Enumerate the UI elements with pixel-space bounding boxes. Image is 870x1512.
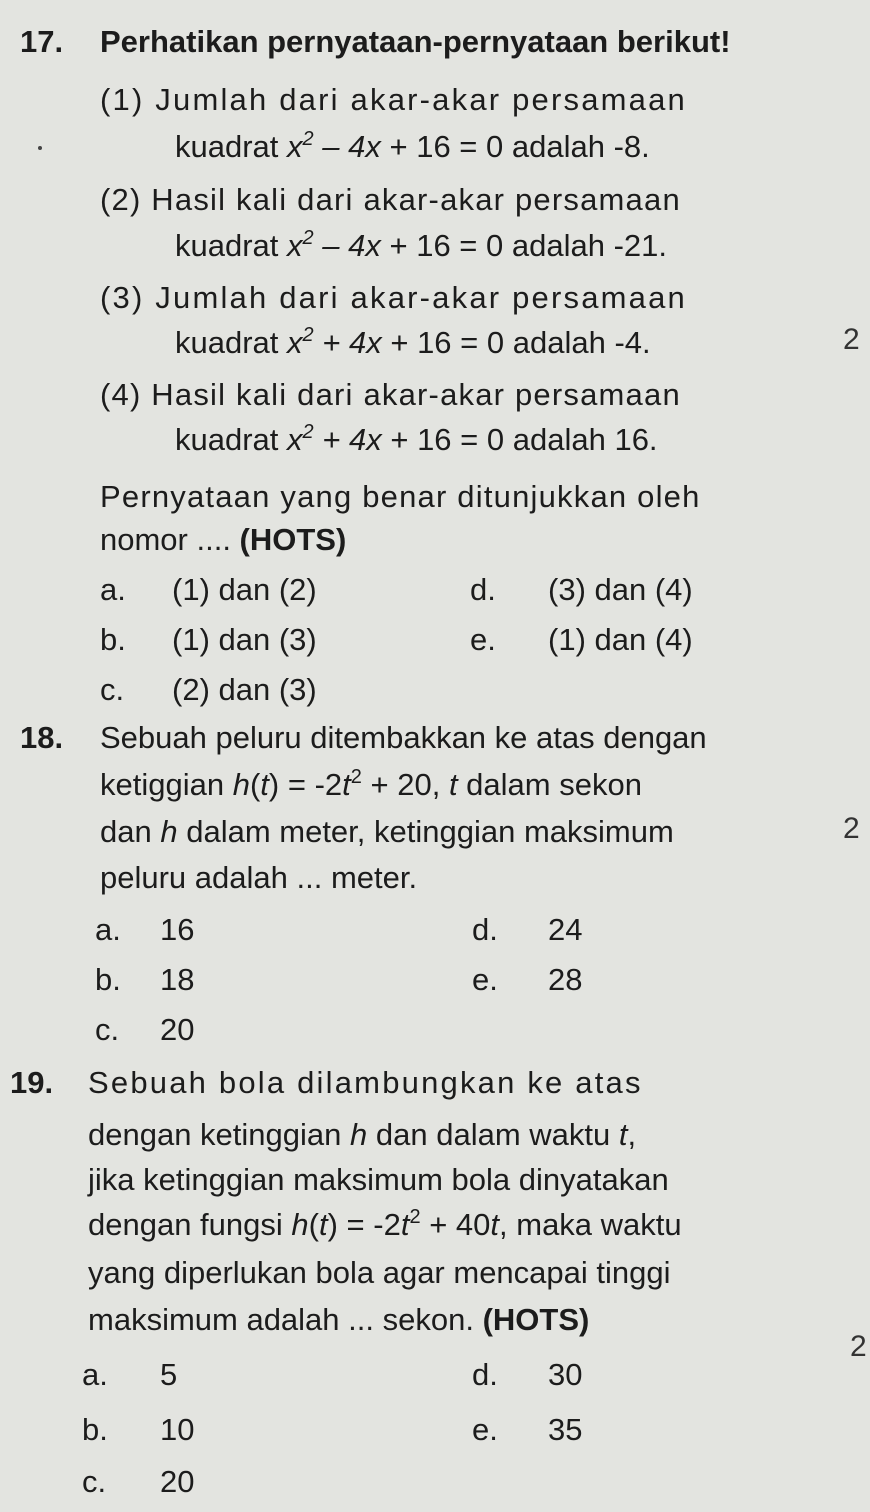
- question-17-number: 17.: [20, 24, 64, 59]
- equation-4: $x^2 + 4x + 16 = 0$: [287, 421, 505, 457]
- prompt-nomor: nomor ....: [100, 522, 240, 557]
- equation-2: $x^2 - 4x + 16 = 0$: [287, 227, 504, 263]
- statement-1-result: adalah -8.: [511, 129, 650, 164]
- q18-option-e-letter[interactable]: e.: [472, 962, 498, 997]
- q17-option-a-letter[interactable]: a.: [100, 572, 126, 607]
- q19-function: $h(t) = -2t^2 + 40t$: [291, 1206, 500, 1242]
- q19-line4-pre: dengan fungsi: [88, 1207, 292, 1242]
- question-19-line2: [88, 1115, 636, 1155]
- q19-option-b-letter[interactable]: b.: [82, 1412, 108, 1447]
- q19-option-c-letter[interactable]: c.: [82, 1464, 107, 1499]
- question-19-line6: [88, 1300, 589, 1340]
- q19-option-a-letter[interactable]: a.: [82, 1357, 108, 1392]
- q17-option-b-text[interactable]: (1) dan (3): [172, 622, 317, 657]
- q18-option-b-letter[interactable]: b.: [95, 962, 121, 997]
- q18-var-h: h: [160, 814, 178, 849]
- statement-3-line1: (3) Jumlah dari akar-akar persamaan: [100, 280, 687, 315]
- q19-option-a-text[interactable]: 5: [160, 1357, 178, 1392]
- question-19-line5: yang diperlukan bola agar mencapai tinggi: [88, 1255, 671, 1290]
- statement-1-line2: [175, 127, 650, 167]
- q19-option-c-text[interactable]: 20: [160, 1464, 195, 1499]
- hots-tag: (HOTS): [239, 522, 347, 557]
- q18-option-e-text[interactable]: 28: [548, 962, 583, 997]
- question-19-line3: jika ketinggian maksimum bola dinyatakan: [88, 1162, 669, 1197]
- q18-option-a-letter[interactable]: a.: [95, 912, 121, 947]
- statement-1-line1: (1) Jumlah dari akar-akar persamaan: [100, 82, 687, 117]
- margin-mark-2: 2: [843, 812, 860, 845]
- statement-4-result: adalah 16.: [512, 422, 658, 457]
- question-18-number: 18.: [20, 720, 64, 755]
- question-18-line1: Sebuah peluru ditembakkan ke atas dengan: [100, 720, 707, 755]
- q19-hots-tag: (HOTS): [482, 1302, 590, 1337]
- q18-option-a-text[interactable]: 16: [160, 912, 195, 947]
- q18-function: $h(t) = -2t^2 + 20$, t dalam sekon: [232, 766, 642, 802]
- question-19-line1: Sebuah bola dilambungkan ke atas: [88, 1065, 643, 1100]
- q18-option-d-letter[interactable]: d.: [472, 912, 498, 947]
- q19-line4-post: , maka waktu: [499, 1207, 682, 1242]
- question-17-instruction: Perhatikan pernyataan-pernyataan berikut!: [100, 24, 731, 59]
- q18-option-d-text[interactable]: 24: [548, 912, 583, 947]
- q17-option-d-text[interactable]: (3) dan (4): [548, 572, 693, 607]
- statement-2-line1: (2) Hasil kali dari akar-akar persamaan: [100, 182, 681, 217]
- statement-4-line2: [175, 420, 658, 460]
- q17-option-c-text[interactable]: (2) dan (3): [172, 672, 317, 707]
- q18-option-c-text[interactable]: 20: [160, 1012, 195, 1047]
- equation-3: $x^2 + 4x + 16 = 0$: [287, 324, 505, 360]
- q18-line3-rest: dalam meter, ketinggian maksimum: [177, 814, 674, 849]
- q19-var-h: h: [350, 1117, 368, 1152]
- question-17-prompt-line2: [100, 520, 346, 560]
- q19-option-d-text[interactable]: 30: [548, 1357, 583, 1392]
- statement-3-prefix: kuadrat: [175, 325, 279, 360]
- q17-option-b-letter[interactable]: b.: [100, 622, 126, 657]
- q18-option-c-letter[interactable]: c.: [95, 1012, 120, 1047]
- q19-line2-mid: dan dalam waktu: [367, 1117, 619, 1152]
- question-17-prompt-line1: Pernyataan yang benar ditunjukkan oleh: [100, 479, 701, 514]
- q17-option-e-letter[interactable]: e.: [470, 622, 496, 657]
- statement-2-line2: [175, 226, 667, 266]
- q19-var-t: t: [618, 1117, 628, 1152]
- statement-3-result: adalah -4.: [512, 325, 651, 360]
- statement-4-prefix: kuadrat: [175, 422, 279, 457]
- statement-4-line1: (4) Hasil kali dari akar-akar persamaan: [100, 377, 681, 412]
- pen-dot: [38, 146, 42, 150]
- question-18-line2: [100, 765, 642, 805]
- question-19-line4: [88, 1205, 682, 1245]
- q19-option-b-text[interactable]: 10: [160, 1412, 195, 1447]
- statement-1-prefix: kuadrat: [175, 129, 279, 164]
- q17-option-e-text[interactable]: (1) dan (4): [548, 622, 693, 657]
- question-18-line4: peluru adalah ... meter.: [100, 860, 418, 895]
- question-19-number: 19.: [10, 1065, 54, 1100]
- q18-dan: dan: [100, 814, 161, 849]
- q17-option-a-text[interactable]: (1) dan (2): [172, 572, 317, 607]
- margin-mark-3: 2: [850, 1330, 867, 1363]
- q17-option-c-letter[interactable]: c.: [100, 672, 125, 707]
- q19-line2-pre: dengan ketinggian: [88, 1117, 351, 1152]
- q18-ketiggian: ketiggian: [100, 767, 233, 802]
- q17-option-d-letter[interactable]: d.: [470, 572, 496, 607]
- statement-2-result: adalah -21.: [511, 228, 668, 263]
- question-18-line3: [100, 812, 674, 852]
- equation-1: $x^2 - 4x + 16 = 0$: [287, 128, 504, 164]
- q19-option-e-letter[interactable]: e.: [472, 1412, 498, 1447]
- q19-option-e-text[interactable]: 35: [548, 1412, 583, 1447]
- q19-line6-pre: maksimum adalah ... sekon.: [88, 1302, 483, 1337]
- statement-2-prefix: kuadrat: [175, 228, 279, 263]
- q19-line2-post: ,: [627, 1117, 637, 1152]
- q19-option-d-letter[interactable]: d.: [472, 1357, 498, 1392]
- q18-option-b-text[interactable]: 18: [160, 962, 195, 997]
- margin-mark-1: 2: [843, 323, 860, 356]
- statement-3-line2: [175, 323, 651, 363]
